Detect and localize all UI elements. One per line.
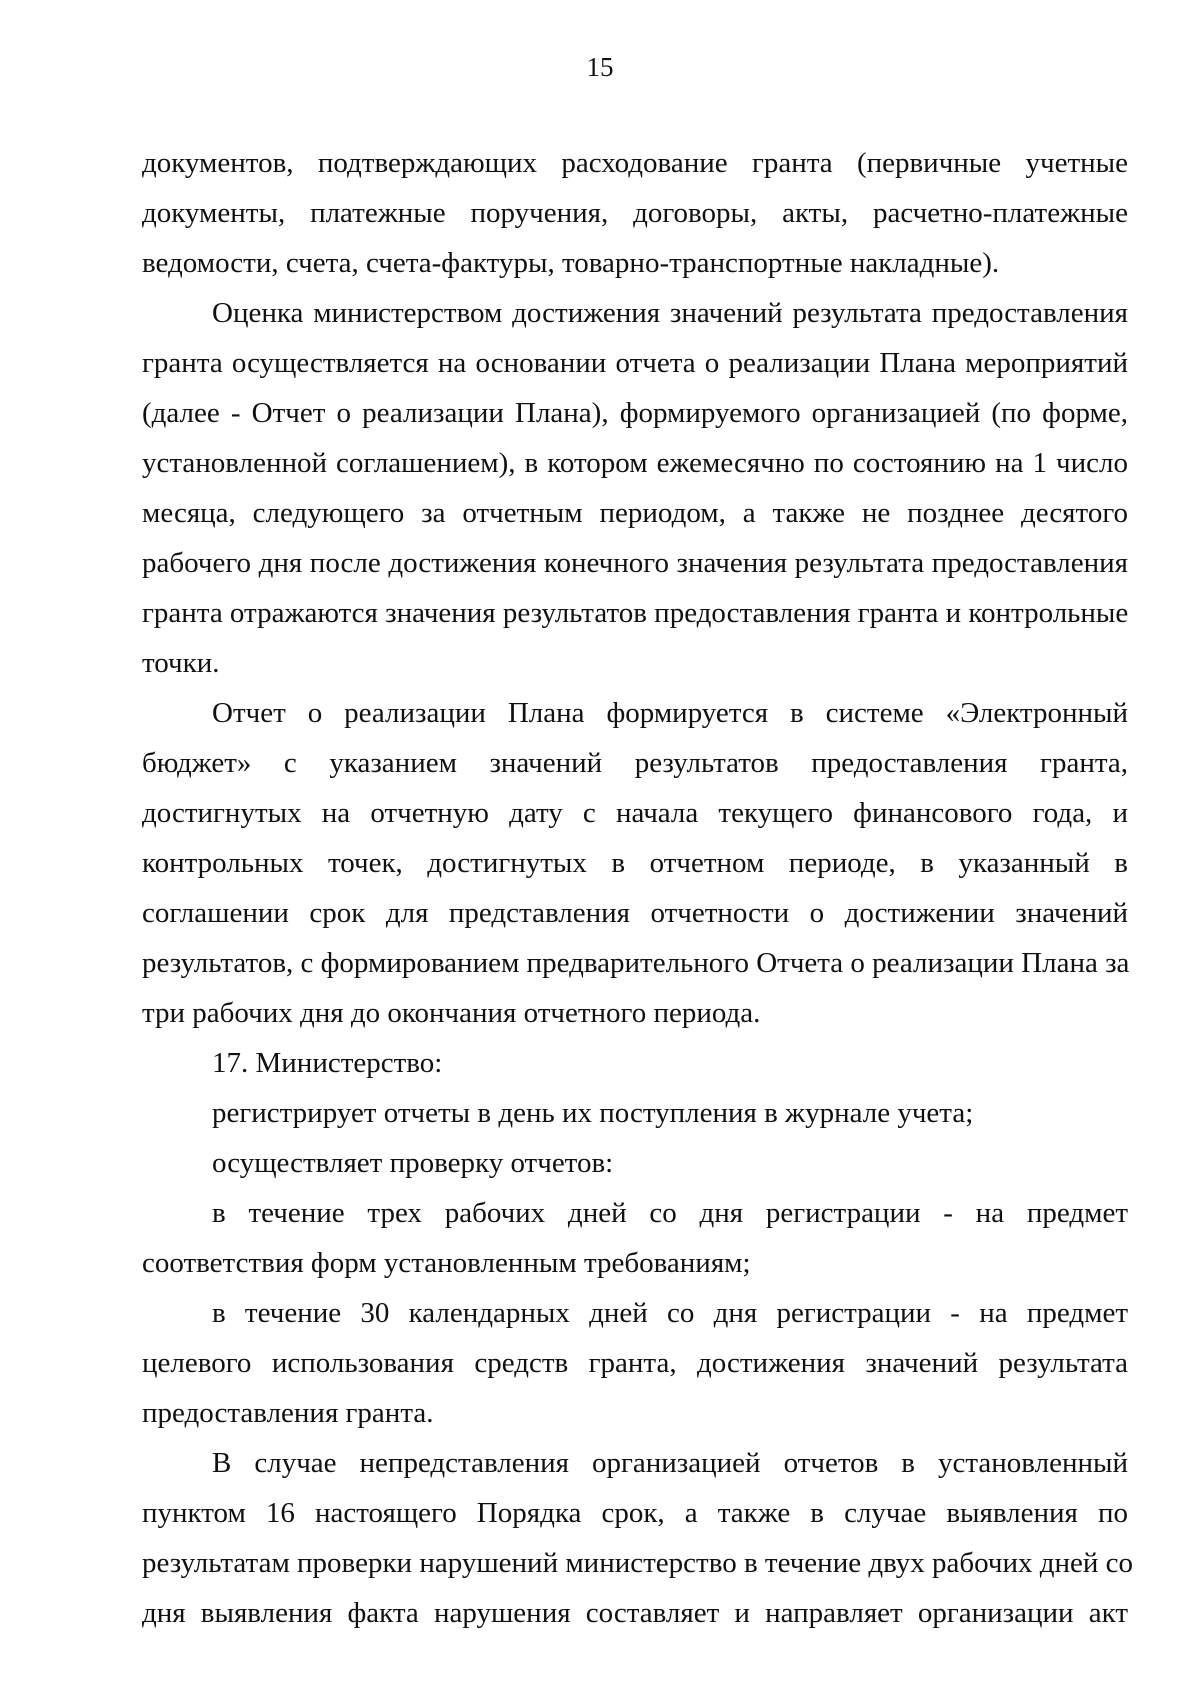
paragraph-checks: [142, 1138, 1128, 1188]
text-line: соглашении срок для представления отчетности о достижении значений: [142, 897, 1128, 929]
text-line: Оценка министерством достижения значений результата предоставления: [212, 297, 1128, 329]
text-line: регистрирует отчеты в день их поступления в журнале учета;: [212, 1097, 974, 1129]
paragraph-continuation: [142, 138, 1128, 288]
text-line: результатов, с формированием предварительного Отчета о реализации Плана за: [142, 947, 1130, 979]
text-line: контрольных точек, достигнутых в отчетном периоде, в указанный в: [142, 847, 1128, 879]
text-line: в течение трех рабочих дней со дня регистрации - на предмет: [212, 1197, 1128, 1229]
text-line: гранта осуществляется на основании отчета о реализации Плана мероприятий: [142, 347, 1128, 379]
text-line: достигнутых на отчетную дату с начала текущего финансового года, и: [142, 797, 1128, 829]
text-line: предоставления гранта.: [142, 1397, 434, 1429]
paragraph-report-formation: [142, 688, 1128, 1038]
document-body: [142, 138, 1134, 1638]
paragraph-evaluation: [142, 288, 1128, 688]
paragraph-three-days: [142, 1188, 1128, 1288]
text-line: рабочего дня после достижения конечного значения результата предоставления: [142, 547, 1128, 579]
text-line: (далее - Отчет о реализации Плана), формируемого организацией (по форме,: [142, 397, 1128, 429]
paragraph-violation: [142, 1438, 1134, 1638]
text-line: дня выявления факта нарушения составляет и направляет организации акт: [142, 1597, 1128, 1629]
text-line: В случае непредставления организацией отчетов в установленный: [212, 1447, 1128, 1479]
text-line: точки.: [142, 647, 220, 679]
text-line: целевого использования средств гранта, достижения значений результата: [142, 1347, 1128, 1379]
paragraph-registers: [142, 1088, 1128, 1138]
text-line: результатам проверки нарушений министерство в течение двух рабочих дней со: [142, 1547, 1134, 1579]
paragraph-item-17: [142, 1038, 1128, 1088]
page-number: 15: [586, 52, 614, 82]
text-line: документы, платежные поручения, договоры, акты, расчетно-платежные: [142, 197, 1128, 229]
text-line: установленной соглашением), в котором ежемесячно по состоянию на 1 число: [142, 447, 1128, 479]
text-line: пунктом 16 настоящего Порядка срок, а также в случае выявления по: [142, 1497, 1128, 1529]
text-line: ведомости, счета, счета-фактуры, товарно-транспортные накладные).: [142, 247, 1000, 279]
text-line: документов, подтверждающих расходование гранта (первичные учетные: [142, 147, 1128, 179]
text-line: 17. Министерство:: [212, 1047, 443, 1079]
text-line: гранта отражаются значения результатов предоставления гранта и контрольные: [142, 597, 1129, 629]
text-line: в течение 30 календарных дней со дня регистрации - на предмет: [212, 1297, 1128, 1329]
text-line: месяца, следующего за отчетным периодом, а также не позднее десятого: [142, 497, 1128, 529]
text-line: три рабочих дня до окончания отчетного периода.: [142, 997, 761, 1029]
text-line: соответствия форм установленным требованиям;: [142, 1247, 751, 1279]
text-line: осуществляет проверку отчетов:: [212, 1147, 614, 1179]
text-line: Отчет о реализации Плана формируется в системе «Электронный: [212, 697, 1128, 729]
paragraph-thirty-days: [142, 1288, 1128, 1438]
text-line: бюджет» с указанием значений результатов предоставления гранта,: [142, 747, 1128, 779]
